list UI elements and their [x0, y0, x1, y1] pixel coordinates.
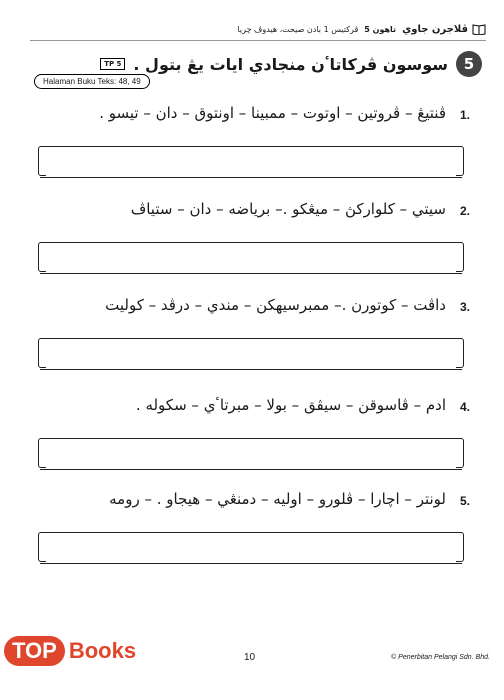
- item-words: داڤت – کوتورن .– ممبرسيهکن – مندي – درڤد – کوليت: [105, 296, 446, 314]
- item-number: 1.: [459, 108, 470, 122]
- item-words: لونتر – اچارا – ڤلورو – اوليه – دمنڠي – هيجاو . – رومه: [109, 490, 446, 508]
- book-icon: [472, 23, 486, 35]
- item-number: 5.: [459, 494, 470, 508]
- watermark-books: Books: [68, 638, 137, 663]
- watermark-top: TOP: [4, 636, 65, 666]
- year-label: تاهون 5: [364, 24, 397, 34]
- answer-box-5[interactable]: [40, 532, 462, 564]
- exercise-item-1: [36, 104, 470, 184]
- page-number: 10: [244, 652, 256, 663]
- item-number: 4.: [459, 400, 470, 414]
- answer-box-2[interactable]: [40, 242, 462, 274]
- watermark-logo: [4, 636, 136, 666]
- question-instruction: سوسون ڤرکاتاٴن منجادي ايات يڠ بتول .: [133, 54, 448, 74]
- exercise-item-3: [36, 296, 470, 376]
- exercise-item-2: [36, 200, 470, 280]
- item-number: 3.: [459, 300, 470, 314]
- item-words: سيتي – کلوارکڽ – ميڠکو .– برياضه – دان – ستياڤ: [130, 200, 446, 218]
- textbook-reference: Halaman Buku Teks: 48, 49: [34, 74, 150, 89]
- answer-box-1[interactable]: [40, 146, 462, 178]
- exercise-item-5: [36, 490, 470, 570]
- tp-badge: TP 5: [100, 58, 125, 70]
- item-number: 2.: [459, 204, 470, 218]
- page-header: [30, 18, 486, 41]
- chapter-label: ڤرکتيس 1 بادن صيحت، هيدوڤ چريا: [237, 24, 359, 34]
- answer-box-4[interactable]: [40, 438, 462, 470]
- question-number: 5: [456, 51, 482, 77]
- item-words: ڤنتيڠ – ڤروتين – اوتوت – ممبينا – اونتوق – دان – تيسو .: [99, 104, 446, 122]
- answer-box-3[interactable]: [40, 338, 462, 370]
- item-words: ادم – ڤاسوقن – سيڤق – بولا – مبرتاٴي – سکوله .: [135, 396, 446, 414]
- exercise-item-4: [36, 396, 470, 476]
- subject-label: ڤلاجرن جاوي: [402, 23, 468, 35]
- copyright: © Penerbitan Pelangi Sdn. Bhd.: [391, 654, 490, 661]
